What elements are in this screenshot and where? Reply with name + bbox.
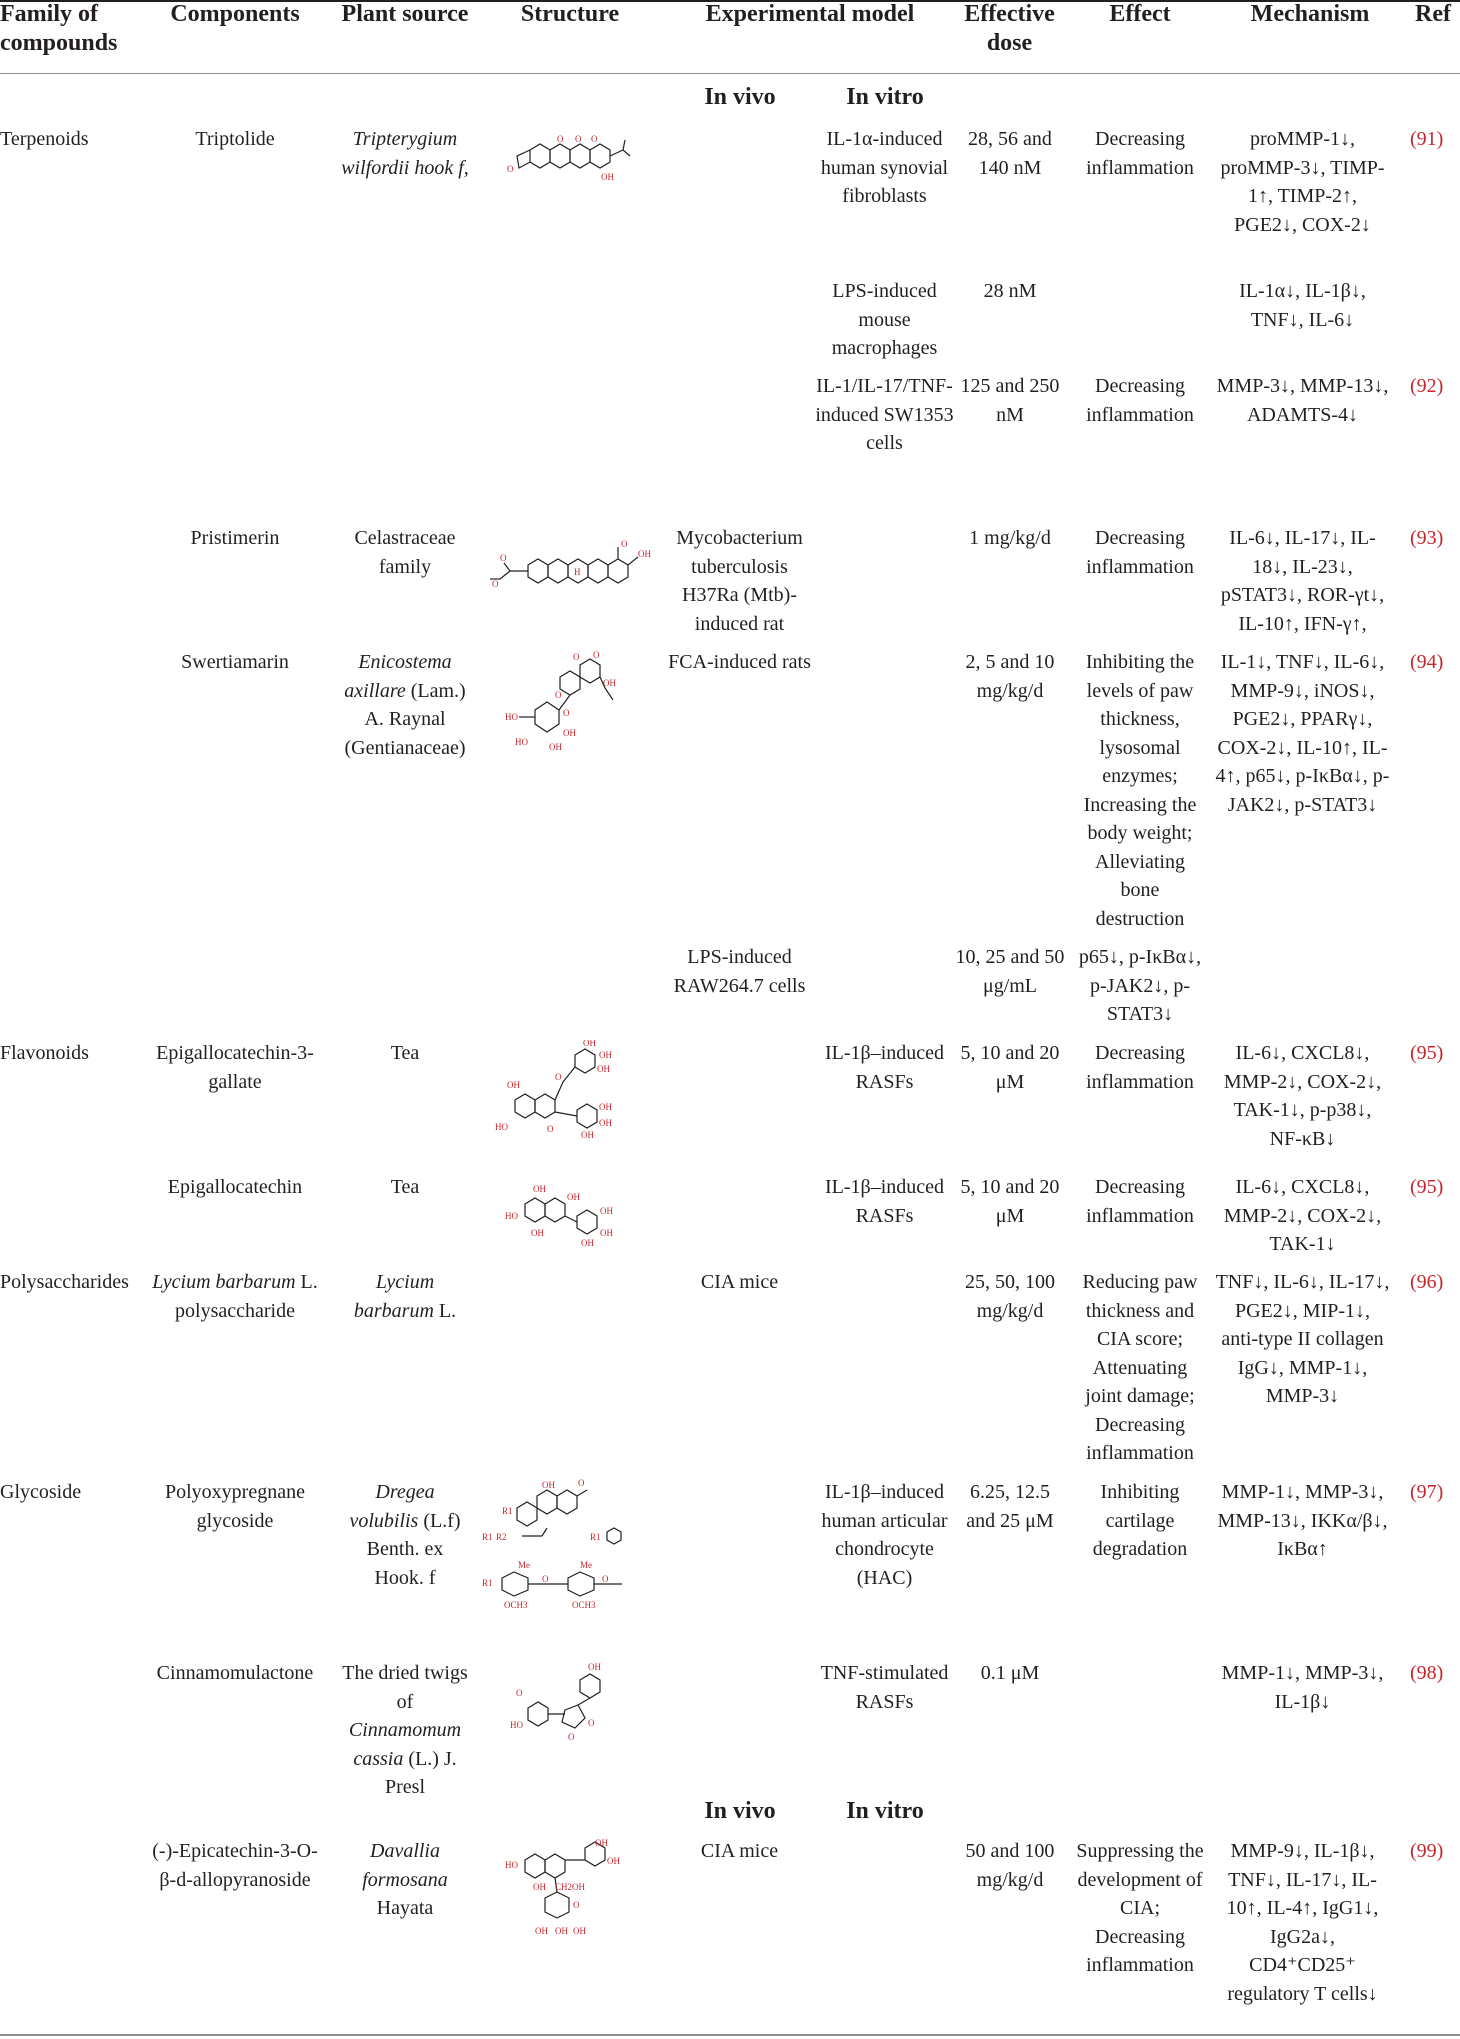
svg-text:OH: OH bbox=[588, 1662, 601, 1672]
svg-text:O: O bbox=[575, 134, 582, 144]
header-plant-source: Plant source bbox=[341, 1, 469, 27]
header-effective-dose: Effective dose bbox=[964, 1, 1055, 56]
subheader-in-vitro: In vitro bbox=[846, 1798, 924, 1824]
row-ref[interactable]: (95) bbox=[1410, 1176, 1444, 1198]
svg-text:OH: OH bbox=[600, 1206, 613, 1216]
row-in-vivo: CIA mice bbox=[700, 1271, 779, 1293]
svg-text:O: O bbox=[557, 134, 564, 144]
svg-text:OH: OH bbox=[595, 1838, 608, 1848]
row-source: Davallia formosana Hayata bbox=[362, 1840, 448, 1919]
row-dose: 50 and 100 mg/kg/d bbox=[965, 1840, 1055, 1891]
row-effect: Inhibiting the levels of paw thickness, lysosomal enzymes; Increasing the body weight; Alleviating bone destruction bbox=[1083, 651, 1197, 930]
epicatechin-allopyranoside-structure-image bbox=[505, 1838, 635, 1948]
svg-text:OH: OH bbox=[567, 1192, 580, 1202]
row-mechanism: IL-1↓, TNF↓, IL-6↓, MMP-9↓, iNOS↓, PGE2↓, PPARγ↓, COX-2↓, IL-10↑, IL-4↑, p65↓, p-IκBα↓, p-JAK2↓, p-STAT3↓ bbox=[1215, 651, 1390, 816]
subheader-in-vitro: In vitro bbox=[846, 84, 924, 110]
header-components: Components bbox=[170, 1, 300, 27]
svg-text:HO: HO bbox=[505, 712, 518, 722]
row-effect: Reducing paw thickness and CIA score; Attenuating joint damage; Decreasing inflammation bbox=[1082, 1271, 1198, 1464]
row-effect: Inhibiting cartilage degradation bbox=[1092, 1481, 1188, 1560]
svg-text:OH: OH bbox=[638, 549, 651, 559]
svg-text:HO: HO bbox=[515, 737, 528, 747]
svg-text:O: O bbox=[516, 1688, 523, 1698]
row-in-vitro: LPS-induced mouse macrophages bbox=[831, 280, 938, 359]
svg-text:OH: OH bbox=[581, 1238, 594, 1248]
svg-text:Me: Me bbox=[580, 1560, 592, 1570]
row-in-vivo: CIA mice bbox=[700, 1840, 779, 1862]
row-mechanism: proMMP-1↓, proMMP-3↓, TIMP-1↑, TIMP-2↑, PGE2↓, COX-2↓ bbox=[1220, 128, 1385, 236]
svg-text:OH: OH bbox=[583, 1040, 596, 1048]
row-component: (-)-Epicatechin-3-O-β-d-allopyranoside bbox=[152, 1840, 318, 1891]
row-source: Tea bbox=[390, 1176, 420, 1198]
row-dose: 5, 10 and 20 μM bbox=[960, 1176, 1060, 1227]
header-family: Family of compounds bbox=[0, 1, 118, 56]
svg-text:OH: OH bbox=[581, 1130, 594, 1140]
row-component: Triptolide bbox=[195, 128, 275, 150]
row-dose: 0.1 μM bbox=[980, 1662, 1040, 1684]
svg-text:OH: OH bbox=[549, 742, 562, 752]
row-mechanism: MMP-9↓, IL-1β↓, TNF↓, IL-17↓, IL-10↑, IL-4↑, IgG1↓, IgG2a↓, CD4⁺CD25⁺ regulatory T cells↓ bbox=[1226, 1840, 1379, 2005]
svg-text:R1: R1 bbox=[502, 1506, 513, 1516]
svg-text:O: O bbox=[563, 708, 570, 718]
row-ref[interactable]: (98) bbox=[1410, 1662, 1444, 1684]
row-source: Tripterygium wilfordii hook f, bbox=[341, 128, 469, 179]
svg-text:O: O bbox=[547, 1124, 554, 1134]
svg-text:H: H bbox=[574, 567, 581, 577]
swertiamarin-structure-image bbox=[505, 650, 635, 755]
row-ref[interactable]: (92) bbox=[1410, 375, 1444, 397]
row-family: Glycoside bbox=[0, 1481, 82, 1503]
row-ref[interactable]: (91) bbox=[1410, 128, 1444, 150]
row-effect: Decreasing inflammation bbox=[1086, 1042, 1194, 1093]
row-mechanism: TNF↓, IL-6↓, IL-17↓, PGE2↓, MIP-1↓, anti-type II collagen IgG↓, MMP-1↓, MMP-3↓ bbox=[1215, 1271, 1390, 1407]
row-ref[interactable]: (95) bbox=[1410, 1042, 1444, 1064]
svg-text:OH: OH bbox=[597, 1064, 610, 1074]
row-in-vitro: IL-1β–induced RASFs bbox=[824, 1042, 945, 1093]
svg-text:OH: OH bbox=[533, 1184, 546, 1194]
svg-text:HO: HO bbox=[505, 1860, 518, 1870]
row-component: Epigallocatechin-3-gallate bbox=[156, 1042, 314, 1093]
svg-text:OH: OH bbox=[555, 1926, 568, 1936]
header-ref: Ref bbox=[1415, 1, 1451, 27]
row-component: Swertiamarin bbox=[181, 651, 289, 673]
svg-text:O: O bbox=[555, 1072, 562, 1082]
polyoxypregnane-structure-image bbox=[482, 1478, 657, 1618]
row-ref[interactable]: (97) bbox=[1410, 1481, 1444, 1503]
row-dose: 2, 5 and 10 mg/kg/d bbox=[965, 651, 1055, 702]
svg-text:OH: OH bbox=[542, 1480, 555, 1490]
row-in-vitro: TNF-stimulated RASFs bbox=[820, 1662, 949, 1713]
row-effect: Decreasing inflammation bbox=[1086, 527, 1194, 578]
svg-text:OH: OH bbox=[507, 1080, 520, 1090]
row-ref[interactable]: (99) bbox=[1410, 1840, 1444, 1862]
svg-text:HO: HO bbox=[510, 1720, 523, 1730]
header-effect: Effect bbox=[1109, 1, 1171, 27]
row-mechanism: MMP-1↓, MMP-3↓, IL-1β↓ bbox=[1221, 1662, 1384, 1713]
row-family: Polysaccharides bbox=[0, 1271, 129, 1293]
row-in-vivo: Mycobacterium tuberculosis H37Ra (Mtb)-induced rat bbox=[676, 527, 803, 635]
svg-text:O: O bbox=[602, 1574, 609, 1584]
row-ref[interactable]: (93) bbox=[1410, 527, 1444, 549]
row-family: Flavonoids bbox=[0, 1042, 89, 1064]
subheader-in-vivo: In vivo bbox=[704, 84, 776, 110]
svg-text:OH: OH bbox=[599, 1050, 612, 1060]
row-mechanism: IL-6↓, CXCL8↓, MMP-2↓, COX-2↓, TAK-1↓ bbox=[1223, 1176, 1382, 1255]
row-family: Terpenoids bbox=[0, 128, 89, 150]
pristimerin-structure-image bbox=[488, 535, 658, 605]
row-effect: Decreasing inflammation bbox=[1086, 128, 1194, 179]
row-source: Celastraceae family bbox=[354, 527, 456, 578]
triptolide-structure-image bbox=[505, 128, 635, 186]
svg-text:O: O bbox=[500, 553, 507, 563]
row-dose: 125 and 250 nM bbox=[960, 375, 1060, 426]
row-source: Enicostema axillare (Lam.) A. Raynal (Gentianaceae) bbox=[344, 651, 466, 759]
svg-text:OH: OH bbox=[600, 1228, 613, 1238]
svg-text:O: O bbox=[593, 650, 600, 660]
svg-text:O: O bbox=[588, 1718, 595, 1728]
row-mechanism: p65↓, p-IκBα↓, p-JAK2↓, p-STAT3↓ bbox=[1078, 946, 1202, 1025]
row-in-vitro: IL-1β–induced human articular chondrocyte (HAC) bbox=[821, 1481, 948, 1589]
row-dose: 10, 25 and 50 μg/mL bbox=[955, 946, 1065, 997]
svg-text:OH: OH bbox=[599, 1118, 612, 1128]
row-ref[interactable]: (94) bbox=[1410, 651, 1444, 673]
egcg-structure-image bbox=[495, 1040, 645, 1140]
svg-text:OH: OH bbox=[607, 1856, 620, 1866]
row-mechanism: IL-1α↓, IL-1β↓, TNF↓, IL-6↓ bbox=[1239, 280, 1366, 331]
row-dose: 6.25, 12.5 and 25 μM bbox=[966, 1481, 1054, 1532]
svg-text:OH: OH bbox=[563, 728, 576, 738]
svg-text:O: O bbox=[573, 652, 580, 662]
subheader-in-vivo: In vivo bbox=[704, 1798, 776, 1824]
row-source: The dried twigs of Cinnamomum cassia (L.) J. Presl bbox=[342, 1662, 468, 1798]
svg-text:R1: R1 bbox=[482, 1532, 493, 1542]
svg-text:O: O bbox=[507, 164, 514, 174]
svg-text:OH: OH bbox=[603, 678, 616, 688]
row-ref[interactable]: (96) bbox=[1410, 1271, 1444, 1293]
row-effect: Decreasing inflammation bbox=[1086, 1176, 1194, 1227]
row-in-vitro: IL-1β–induced RASFs bbox=[824, 1176, 945, 1227]
svg-text:O: O bbox=[542, 1574, 549, 1584]
row-effect: Decreasing inflammation bbox=[1086, 375, 1194, 426]
table-bottom-rule bbox=[0, 2034, 1460, 2036]
svg-text:OH: OH bbox=[535, 1926, 548, 1936]
svg-text:O: O bbox=[578, 1478, 585, 1488]
svg-text:R2: R2 bbox=[496, 1532, 507, 1542]
row-source: Dregea volubilis (L.f) Benth. ex Hook. f bbox=[349, 1481, 461, 1589]
row-in-vivo: FCA-induced rats bbox=[668, 651, 811, 673]
svg-text:R1: R1 bbox=[482, 1578, 493, 1588]
header-rule bbox=[0, 73, 1460, 74]
svg-text:O: O bbox=[621, 539, 628, 549]
svg-text:O: O bbox=[568, 1732, 575, 1742]
svg-text:O: O bbox=[555, 690, 562, 700]
svg-text:HO: HO bbox=[495, 1122, 508, 1132]
svg-text:CH2OH: CH2OH bbox=[555, 1882, 586, 1892]
row-mechanism: MMP-1↓, MMP-3↓, MMP-13↓, IKKα/β↓, IκBα↑ bbox=[1217, 1481, 1388, 1560]
svg-text:O: O bbox=[492, 579, 499, 589]
row-dose: 1 mg/kg/d bbox=[969, 527, 1051, 549]
svg-text:OH: OH bbox=[573, 1926, 586, 1936]
row-dose: 28, 56 and 140 nM bbox=[968, 128, 1052, 179]
row-in-vivo: LPS-induced RAW264.7 cells bbox=[673, 946, 806, 997]
header-experimental-model: Experimental model bbox=[705, 1, 915, 27]
svg-text:OH: OH bbox=[601, 172, 614, 182]
svg-text:O: O bbox=[591, 134, 598, 144]
row-component: Cinnamomulactone bbox=[156, 1662, 314, 1684]
svg-text:O: O bbox=[573, 1900, 580, 1910]
svg-text:R1: R1 bbox=[590, 1532, 601, 1542]
row-source: Lycium barbarum L. bbox=[353, 1271, 457, 1322]
row-mechanism: IL-6↓, IL-17↓, IL-18↓, IL-23↓, pSTAT3↓, ROR-γt↓, IL-10↑, IFN-γ↑, bbox=[1220, 527, 1385, 635]
row-mechanism: MMP-3↓, MMP-13↓, ADAMTS-4↓ bbox=[1216, 375, 1389, 426]
svg-text:HO: HO bbox=[505, 1211, 518, 1221]
cinnamomulactone-structure-image bbox=[510, 1660, 630, 1760]
row-dose: 28 nM bbox=[983, 280, 1037, 302]
header-structure: Structure bbox=[520, 1, 620, 27]
row-component: Epigallocatechin bbox=[167, 1176, 303, 1198]
row-mechanism: IL-6↓, CXCL8↓, MMP-2↓, COX-2↓, TAK-1↓, p-p38↓, NF-κB↓ bbox=[1223, 1042, 1382, 1150]
row-effect: Suppressing the development of CIA; Decreasing inflammation bbox=[1076, 1840, 1204, 1976]
row-component: Lycium barbarum L. polysaccharide bbox=[152, 1271, 318, 1322]
svg-text:Me: Me bbox=[518, 1560, 530, 1570]
svg-text:OCH3: OCH3 bbox=[572, 1600, 596, 1610]
epigallocatechin-structure-image bbox=[505, 1174, 635, 1249]
row-component: Pristimerin bbox=[190, 527, 280, 549]
svg-text:OH: OH bbox=[599, 1102, 612, 1112]
svg-text:OH: OH bbox=[533, 1882, 546, 1892]
row-in-vitro: IL-1α-induced human synovial fibroblasts bbox=[820, 128, 949, 207]
svg-text:OH: OH bbox=[531, 1228, 544, 1238]
row-in-vitro: IL-1/IL-17/TNF-induced SW1353 cells bbox=[815, 375, 954, 454]
row-dose: 5, 10 and 20 μM bbox=[960, 1042, 1060, 1093]
row-component: Polyoxypregnane glycoside bbox=[165, 1481, 305, 1532]
header-mechanism: Mechanism bbox=[1250, 1, 1370, 27]
row-source: Tea bbox=[390, 1042, 420, 1064]
row-dose: 25, 50, 100 mg/kg/d bbox=[965, 1271, 1055, 1322]
svg-text:OCH3: OCH3 bbox=[504, 1600, 528, 1610]
